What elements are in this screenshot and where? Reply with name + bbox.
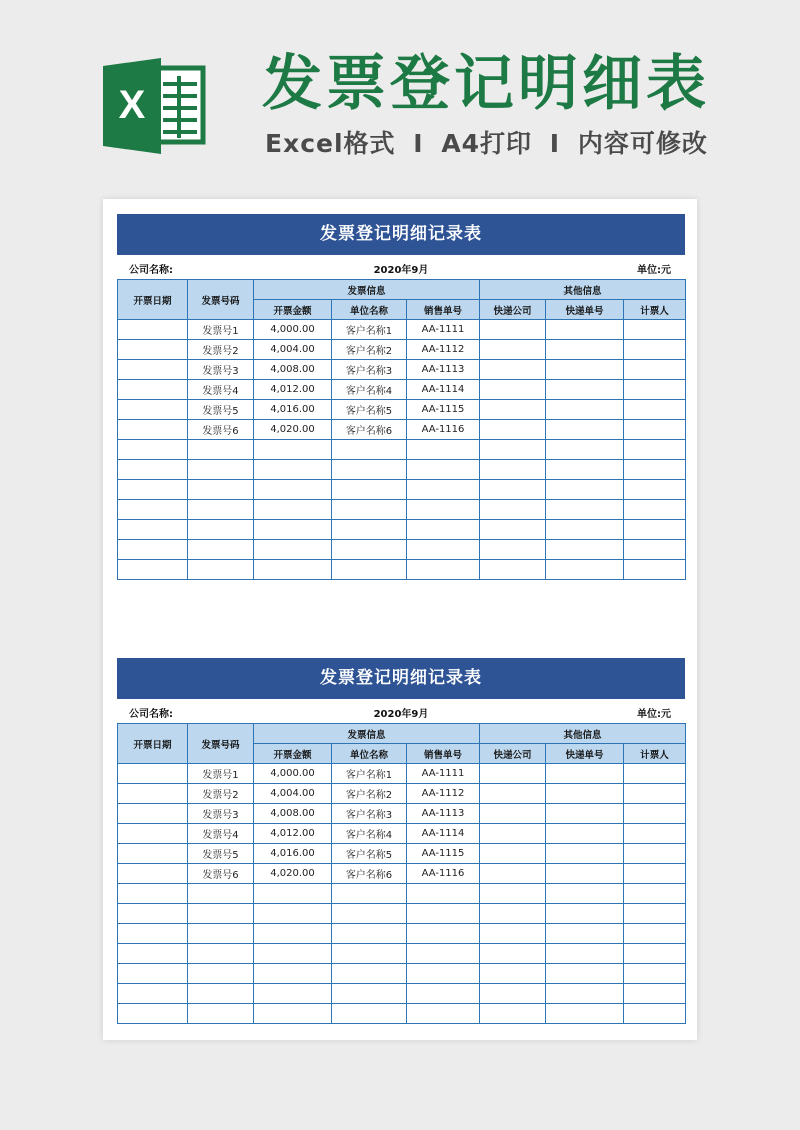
date-cell[interactable] [118,480,188,500]
date-cell[interactable] [118,360,188,380]
table-row [118,560,686,580]
sales-order-cell[interactable]: AA-1111 [407,320,480,340]
amount-cell[interactable] [254,924,332,944]
checker-cell[interactable] [624,804,686,824]
amount-cell[interactable] [254,1004,332,1024]
courier-company-cell[interactable] [480,460,546,480]
courier-company-cell[interactable] [480,864,546,884]
table-row [118,420,686,440]
checker-cell[interactable] [624,400,686,420]
checker-cell[interactable] [624,460,686,480]
customer-name-cell[interactable]: 客户名称3 [332,804,407,824]
date-cell[interactable] [118,540,188,560]
column-header: 销售单号 [407,744,480,764]
tracking-number-cell[interactable] [546,884,624,904]
amount-cell[interactable] [254,460,332,480]
checker-cell[interactable] [624,884,686,904]
invoice-number-cell[interactable]: 发票号1 [188,320,254,340]
date-cell[interactable] [118,420,188,440]
checker-cell[interactable] [624,944,686,964]
invoice-number-cell[interactable] [188,984,254,1004]
date-cell[interactable] [118,924,188,944]
sales-order-cell[interactable] [407,964,480,984]
customer-name-cell[interactable] [332,964,407,984]
courier-company-cell[interactable] [480,360,546,380]
amount-cell[interactable] [254,480,332,500]
column-header: 快递公司 [480,300,546,320]
courier-company-cell[interactable] [480,500,546,520]
checker-cell[interactable] [624,1004,686,1024]
date-cell[interactable] [118,824,188,844]
courier-company-cell[interactable] [480,944,546,964]
courier-company-cell[interactable] [480,984,546,1004]
invoice-number-cell[interactable]: 发票号4 [188,824,254,844]
period-label: 2020年9月 [373,265,429,276]
tracking-number-cell[interactable] [546,824,624,844]
customer-name-cell[interactable]: 客户名称1 [332,320,407,340]
checker-cell[interactable] [624,380,686,400]
unit-label: 单位:元 [637,265,671,276]
invoice-number-cell[interactable] [188,500,254,520]
group-header-other: 其他信息 [480,724,686,744]
logo-letter: X [118,83,146,127]
company-label: 公司名称: [129,265,173,276]
date-cell[interactable] [118,440,188,460]
subtitle-print: A4打印 [441,129,533,158]
group-header-other: 其他信息 [480,280,686,300]
table-row [118,944,686,964]
customer-name-cell[interactable] [332,460,407,480]
column-header: 快递公司 [480,744,546,764]
sales-order-cell[interactable] [407,924,480,944]
tracking-number-cell[interactable] [546,844,624,864]
table-row [118,460,686,480]
courier-company-cell[interactable] [480,560,546,580]
customer-name-cell[interactable]: 客户名称6 [332,420,407,440]
checker-cell[interactable] [624,440,686,460]
tracking-number-cell[interactable] [546,520,624,540]
customer-name-cell[interactable]: 客户名称2 [332,784,407,804]
tracking-number-cell[interactable] [546,500,624,520]
sheet-title: 发票登记明细记录表 [117,214,685,255]
table-row [118,784,686,804]
date-cell[interactable] [118,844,188,864]
invoice-table-block [117,658,685,1024]
courier-company-cell[interactable] [480,964,546,984]
customer-name-cell[interactable] [332,904,407,924]
invoice-number-cell[interactable] [188,964,254,984]
date-cell[interactable] [118,784,188,804]
amount-cell[interactable]: 4,012.00 [254,380,332,400]
sales-order-cell[interactable]: AA-1113 [407,804,480,824]
table-row [118,864,686,884]
invoice-number-cell[interactable] [188,884,254,904]
date-cell[interactable] [118,964,188,984]
amount-cell[interactable]: 4,008.00 [254,360,332,380]
sales-order-cell[interactable]: AA-1116 [407,420,480,440]
date-cell[interactable] [118,984,188,1004]
invoice-number-cell[interactable]: 发票号2 [188,784,254,804]
date-cell[interactable] [118,460,188,480]
column-header: 单位名称 [332,744,407,764]
subtitle-separator: I [549,129,561,158]
page-title: 发票登记明细表 [262,49,710,119]
table-row [118,904,686,924]
checker-cell[interactable] [624,904,686,924]
amount-cell[interactable] [254,884,332,904]
checker-cell[interactable] [624,360,686,380]
courier-company-cell[interactable] [480,400,546,420]
invoice-number-cell[interactable]: 发票号3 [188,804,254,824]
table-row [118,764,686,784]
customer-name-cell[interactable] [332,520,407,540]
tracking-number-cell[interactable] [546,864,624,884]
column-header: 销售单号 [407,300,480,320]
courier-company-cell[interactable] [480,844,546,864]
excel-icon [103,58,211,154]
amount-cell[interactable] [254,440,332,460]
customer-name-cell[interactable] [332,560,407,580]
date-cell[interactable] [118,904,188,924]
checker-cell[interactable] [624,560,686,580]
courier-company-cell[interactable] [480,420,546,440]
customer-name-cell[interactable] [332,480,407,500]
table-row [118,480,686,500]
invoice-table [117,279,686,580]
customer-name-cell[interactable]: 客户名称6 [332,864,407,884]
table-row [118,340,686,360]
courier-company-cell[interactable] [480,924,546,944]
table-row [118,804,686,824]
column-header: 开票金额 [254,300,332,320]
paper-sheet [103,199,697,1040]
checker-cell[interactable] [624,340,686,360]
sales-order-cell[interactable] [407,560,480,580]
amount-cell[interactable]: 4,020.00 [254,420,332,440]
checker-cell[interactable] [624,844,686,864]
courier-company-cell[interactable] [480,340,546,360]
sales-order-cell[interactable] [407,1004,480,1024]
table-row [118,884,686,904]
tracking-number-cell[interactable] [546,804,624,824]
sales-order-cell[interactable] [407,500,480,520]
date-cell[interactable] [118,320,188,340]
courier-company-cell[interactable] [480,884,546,904]
checker-cell[interactable] [624,964,686,984]
courier-company-cell[interactable] [480,540,546,560]
tracking-number-cell[interactable] [546,540,624,560]
amount-cell[interactable] [254,964,332,984]
sales-order-cell[interactable] [407,440,480,460]
invoice-table [117,723,686,1024]
customer-name-cell[interactable]: 客户名称4 [332,380,407,400]
checker-cell[interactable] [624,824,686,844]
customer-name-cell[interactable] [332,1004,407,1024]
unit-label: 单位:元 [637,709,671,720]
sales-order-cell[interactable]: AA-1115 [407,844,480,864]
invoice-number-cell[interactable] [188,924,254,944]
checker-cell[interactable] [624,420,686,440]
courier-company-cell[interactable] [480,784,546,804]
invoice-number-cell[interactable]: 发票号5 [188,400,254,420]
column-header: 开票金额 [254,744,332,764]
tracking-number-cell[interactable] [546,964,624,984]
group-header-invoice: 发票信息 [254,280,480,300]
table-row [118,1004,686,1024]
column-header: 单位名称 [332,300,407,320]
date-cell[interactable] [118,400,188,420]
table-row [118,964,686,984]
date-cell[interactable] [118,340,188,360]
tracking-number-cell[interactable] [546,984,624,1004]
checker-cell[interactable] [624,540,686,560]
tracking-number-cell[interactable] [546,400,624,420]
date-cell[interactable] [118,560,188,580]
amount-cell[interactable] [254,500,332,520]
sheet-title: 发票登记明细记录表 [117,658,685,699]
customer-name-cell[interactable]: 客户名称4 [332,824,407,844]
meta-row [117,255,685,279]
customer-name-cell[interactable] [332,884,407,904]
tracking-number-cell[interactable] [546,480,624,500]
sales-order-cell[interactable] [407,984,480,1004]
customer-name-cell[interactable] [332,984,407,1004]
invoice-number-cell[interactable]: 发票号1 [188,764,254,784]
amount-cell[interactable] [254,520,332,540]
invoice-number-cell[interactable] [188,904,254,924]
date-cell[interactable] [118,520,188,540]
amount-cell[interactable] [254,904,332,924]
tracking-number-cell[interactable] [546,420,624,440]
checker-cell[interactable] [624,924,686,944]
courier-company-cell[interactable] [480,764,546,784]
column-header: 计票人 [624,300,686,320]
customer-name-cell[interactable] [332,540,407,560]
table-row [118,360,686,380]
sales-order-cell[interactable] [407,460,480,480]
sales-order-cell[interactable]: AA-1111 [407,764,480,784]
customer-name-cell[interactable] [332,500,407,520]
courier-company-cell[interactable] [480,440,546,460]
tracking-number-cell[interactable] [546,764,624,784]
invoice-number-cell[interactable]: 发票号4 [188,380,254,400]
invoice-number-cell[interactable] [188,440,254,460]
checker-cell[interactable] [624,500,686,520]
customer-name-cell[interactable]: 客户名称1 [332,764,407,784]
amount-cell[interactable]: 4,000.00 [254,764,332,784]
amount-cell[interactable]: 4,016.00 [254,400,332,420]
amount-cell[interactable]: 4,020.00 [254,864,332,884]
sales-order-cell[interactable] [407,904,480,924]
courier-company-cell[interactable] [480,1004,546,1024]
sales-order-cell[interactable]: AA-1116 [407,864,480,884]
checker-cell[interactable] [624,764,686,784]
table-row [118,924,686,944]
date-cell[interactable] [118,804,188,824]
amount-cell[interactable]: 4,016.00 [254,844,332,864]
amount-cell[interactable] [254,944,332,964]
sales-order-cell[interactable] [407,944,480,964]
customer-name-cell[interactable]: 客户名称5 [332,844,407,864]
subtitle-editable: 内容可修改 [577,129,708,158]
column-header: 发票号码 [188,280,254,320]
column-header: 开票日期 [118,280,188,320]
amount-cell[interactable] [254,560,332,580]
invoice-number-cell[interactable]: 发票号5 [188,844,254,864]
table-row [118,440,686,460]
tracking-number-cell[interactable] [546,440,624,460]
tracking-number-cell[interactable] [546,460,624,480]
table-row [118,400,686,420]
date-cell[interactable] [118,500,188,520]
sales-order-cell[interactable]: AA-1113 [407,360,480,380]
tracking-number-cell[interactable] [546,1004,624,1024]
sales-order-cell[interactable] [407,480,480,500]
tracking-number-cell[interactable] [546,380,624,400]
tracking-number-cell[interactable] [546,560,624,580]
subtitle-format: Excel格式 [265,129,396,158]
checker-cell[interactable] [624,520,686,540]
invoice-number-cell[interactable]: 发票号3 [188,360,254,380]
tracking-number-cell[interactable] [546,340,624,360]
customer-name-cell[interactable]: 客户名称5 [332,400,407,420]
amount-cell[interactable]: 4,004.00 [254,784,332,804]
customer-name-cell[interactable]: 客户名称3 [332,360,407,380]
table-row [118,500,686,520]
courier-company-cell[interactable] [480,804,546,824]
date-cell[interactable] [118,944,188,964]
amount-cell[interactable]: 4,000.00 [254,320,332,340]
customer-name-cell[interactable] [332,944,407,964]
invoice-number-cell[interactable] [188,1004,254,1024]
column-header: 计票人 [624,744,686,764]
checker-cell[interactable] [624,864,686,884]
column-header: 开票日期 [118,724,188,764]
amount-cell[interactable]: 4,004.00 [254,340,332,360]
sales-order-cell[interactable] [407,520,480,540]
column-header: 快递单号 [546,744,624,764]
sales-order-cell[interactable]: AA-1115 [407,400,480,420]
courier-company-cell[interactable] [480,520,546,540]
sales-order-cell[interactable]: AA-1112 [407,340,480,360]
invoice-number-cell[interactable] [188,540,254,560]
date-cell[interactable] [118,884,188,904]
table-row [118,984,686,1004]
checker-cell[interactable] [624,320,686,340]
date-cell[interactable] [118,764,188,784]
invoice-table-block [117,214,685,580]
invoice-number-cell[interactable]: 发票号6 [188,864,254,884]
invoice-number-cell[interactable] [188,520,254,540]
company-label: 公司名称: [129,709,173,720]
table-row [118,380,686,400]
courier-company-cell[interactable] [480,320,546,340]
invoice-number-cell[interactable] [188,460,254,480]
customer-name-cell[interactable] [332,924,407,944]
tracking-number-cell[interactable] [546,784,624,804]
courier-company-cell[interactable] [480,380,546,400]
amount-cell[interactable] [254,540,332,560]
sales-order-cell[interactable]: AA-1114 [407,380,480,400]
amount-cell[interactable]: 4,008.00 [254,804,332,824]
courier-company-cell[interactable] [480,480,546,500]
invoice-number-cell[interactable] [188,560,254,580]
date-cell[interactable] [118,1004,188,1024]
meta-row [117,699,685,723]
table-row [118,520,686,540]
customer-name-cell[interactable]: 客户名称2 [332,340,407,360]
customer-name-cell[interactable] [332,440,407,460]
page-subtitle [265,128,708,160]
group-header-invoice: 发票信息 [254,724,480,744]
courier-company-cell[interactable] [480,824,546,844]
checker-cell[interactable] [624,784,686,804]
sales-order-cell[interactable]: AA-1114 [407,824,480,844]
sales-order-cell[interactable]: AA-1112 [407,784,480,804]
tracking-number-cell[interactable] [546,944,624,964]
amount-cell[interactable]: 4,012.00 [254,824,332,844]
tracking-number-cell[interactable] [546,924,624,944]
table-row [118,540,686,560]
period-label: 2020年9月 [373,709,429,720]
table-row [118,844,686,864]
sales-order-cell[interactable] [407,884,480,904]
invoice-number-cell[interactable] [188,480,254,500]
courier-company-cell[interactable] [480,904,546,924]
checker-cell[interactable] [624,480,686,500]
date-cell[interactable] [118,380,188,400]
tracking-number-cell[interactable] [546,360,624,380]
invoice-number-cell[interactable]: 发票号2 [188,340,254,360]
checker-cell[interactable] [624,984,686,1004]
subtitle-separator: I [413,129,424,158]
tracking-number-cell[interactable] [546,320,624,340]
tracking-number-cell[interactable] [546,904,624,924]
invoice-number-cell[interactable] [188,944,254,964]
column-header: 发票号码 [188,724,254,764]
column-header: 快递单号 [546,300,624,320]
table-row [118,320,686,340]
invoice-number-cell[interactable]: 发票号6 [188,420,254,440]
table-row [118,824,686,844]
amount-cell[interactable] [254,984,332,1004]
date-cell[interactable] [118,864,188,884]
sales-order-cell[interactable] [407,540,480,560]
